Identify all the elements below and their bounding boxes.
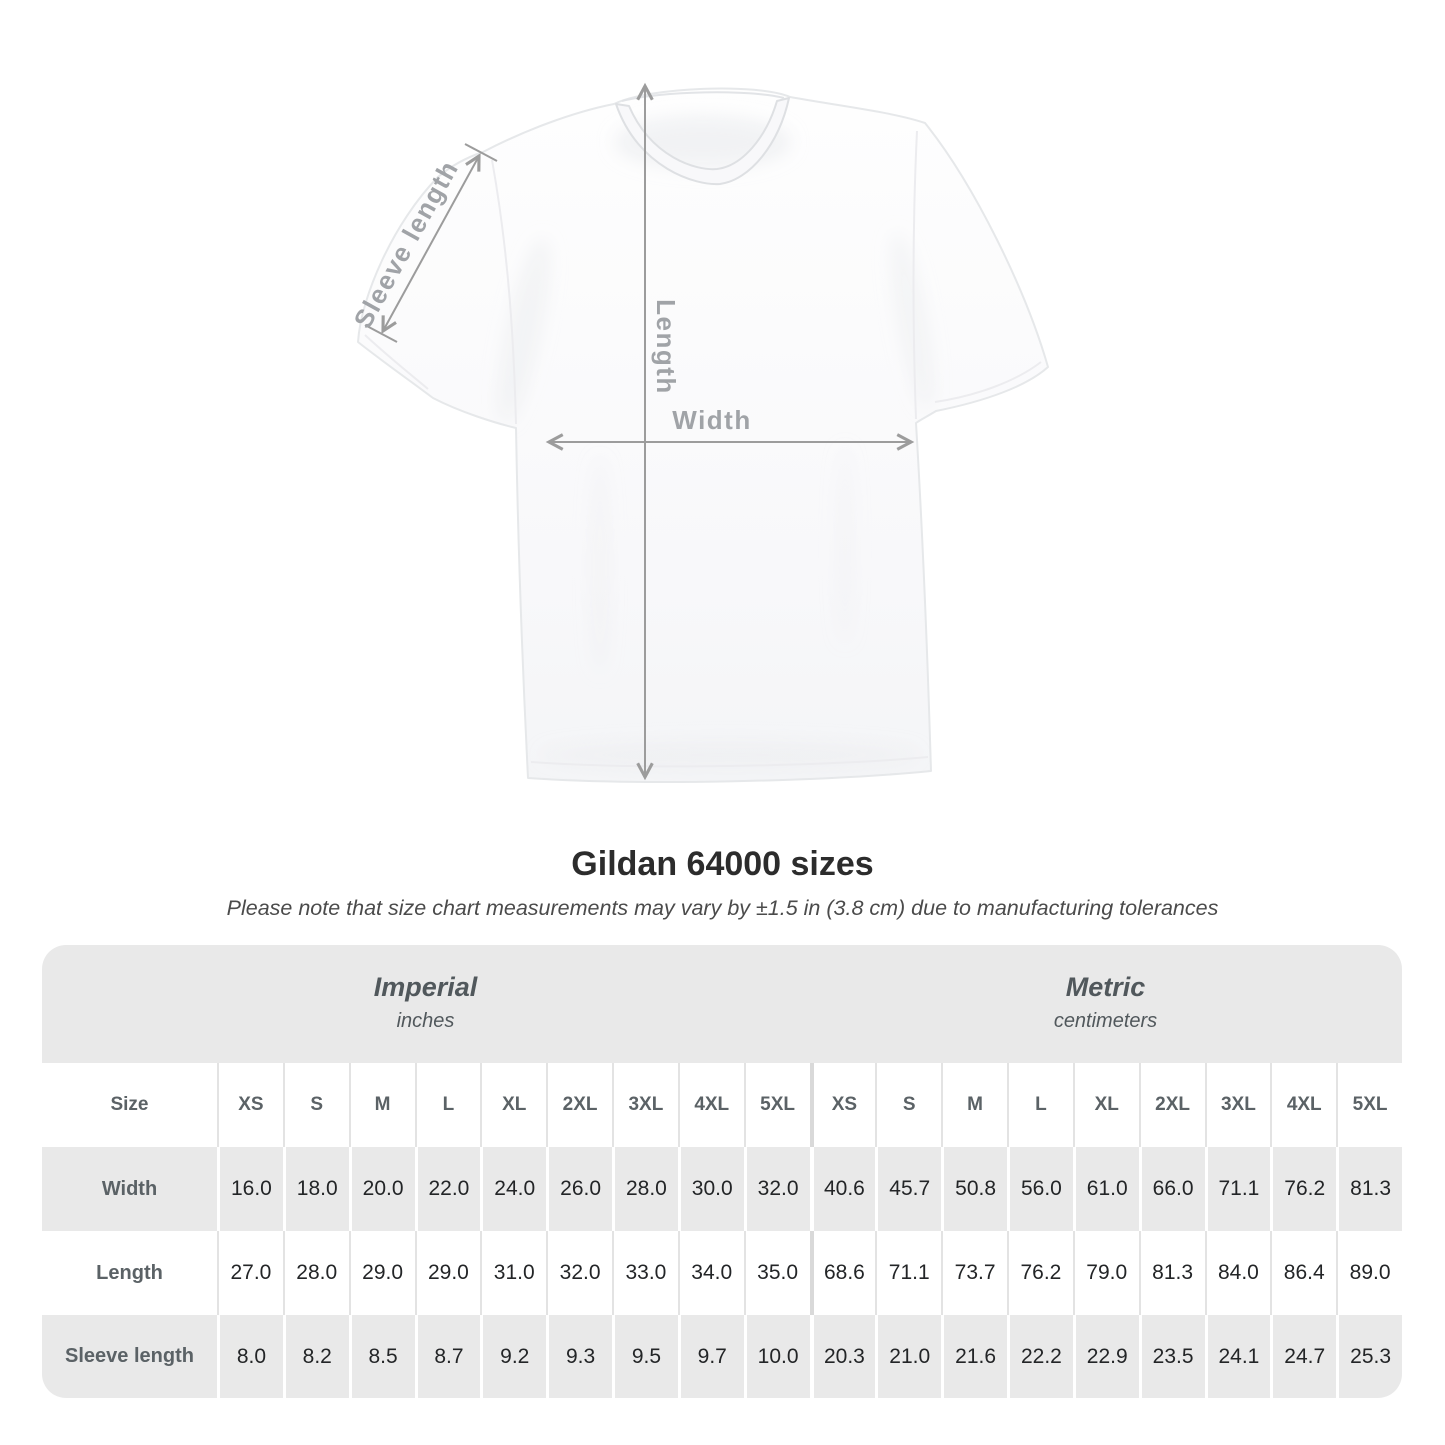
width-imperial-2xl: 26.0 bbox=[546, 1147, 612, 1231]
sleeve-metric-m: 21.6 bbox=[941, 1315, 1007, 1398]
size-header-metric-2xl: 2XL bbox=[1139, 1063, 1205, 1147]
sleeve-imperial-xl: 9.2 bbox=[480, 1315, 546, 1398]
length-metric-xs: 68.6 bbox=[810, 1231, 876, 1315]
row-label-sleeve-length: Sleeve length bbox=[65, 1345, 194, 1367]
metric-unit-label: centimeters bbox=[1053, 1009, 1158, 1032]
sleeve-imperial-3xl: 9.5 bbox=[612, 1315, 678, 1398]
row-label-width: Width bbox=[101, 1177, 158, 1200]
length-imperial-4xl: 34.0 bbox=[678, 1231, 744, 1315]
width-imperial-m: 20.0 bbox=[349, 1147, 415, 1231]
length-metric-5xl: 89.0 bbox=[1336, 1231, 1402, 1315]
sleeve-metric-3xl: 24.1 bbox=[1205, 1315, 1271, 1398]
length-label: Length bbox=[651, 299, 681, 395]
size-header-imperial-xs: XS bbox=[217, 1063, 283, 1147]
width-imperial-xs: 16.0 bbox=[217, 1147, 283, 1231]
table-row-sleeve-length bbox=[42, 1315, 1402, 1398]
size-column-header: Size bbox=[110, 1094, 149, 1115]
length-metric-2xl: 81.3 bbox=[1139, 1231, 1205, 1315]
sleeve-metric-xs: 20.3 bbox=[810, 1315, 876, 1398]
length-imperial-xs: 27.0 bbox=[217, 1231, 283, 1315]
length-metric-3xl: 84.0 bbox=[1205, 1231, 1271, 1315]
size-header-metric-xs: XS bbox=[810, 1063, 876, 1147]
width-metric-xs: 40.6 bbox=[810, 1147, 876, 1231]
length-metric-m: 73.7 bbox=[941, 1231, 1007, 1315]
size-header-metric-s: S bbox=[875, 1063, 941, 1147]
width-metric-xl: 61.0 bbox=[1073, 1147, 1139, 1231]
size-header-metric-m: M bbox=[941, 1063, 1007, 1147]
sleeve-imperial-2xl: 9.3 bbox=[546, 1315, 612, 1398]
width-metric-2xl: 66.0 bbox=[1139, 1147, 1205, 1231]
table-row-width bbox=[42, 1147, 1402, 1231]
size-header-metric-4xl: 4XL bbox=[1270, 1063, 1336, 1147]
length-metric-l: 76.2 bbox=[1007, 1231, 1073, 1315]
size-header-imperial-l: L bbox=[415, 1063, 481, 1147]
sleeve-imperial-l: 8.7 bbox=[415, 1315, 481, 1398]
length-metric-xl: 79.0 bbox=[1073, 1231, 1139, 1315]
width-metric-l: 56.0 bbox=[1007, 1147, 1073, 1231]
length-imperial-s: 28.0 bbox=[283, 1231, 349, 1315]
sleeve-metric-5xl: 25.3 bbox=[1336, 1315, 1402, 1398]
sleeve-length-label: Sleeve length bbox=[347, 154, 465, 334]
size-header-imperial-3xl: 3XL bbox=[612, 1063, 678, 1147]
length-imperial-xl: 31.0 bbox=[480, 1231, 546, 1315]
width-metric-m: 50.8 bbox=[941, 1147, 1007, 1231]
size-header-imperial-5xl: 5XL bbox=[744, 1063, 810, 1147]
page-title: Gildan 64000 sizes bbox=[571, 845, 874, 883]
width-label: Width bbox=[672, 405, 752, 435]
length-imperial-3xl: 33.0 bbox=[612, 1231, 678, 1315]
size-header-imperial-2xl: 2XL bbox=[546, 1063, 612, 1147]
metric-label: Metric bbox=[1065, 971, 1146, 1002]
length-imperial-l: 29.0 bbox=[415, 1231, 481, 1315]
size-header-metric-l: L bbox=[1007, 1063, 1073, 1147]
imperial-unit-label: inches bbox=[396, 1009, 455, 1032]
size-header-metric-3xl: 3XL bbox=[1205, 1063, 1271, 1147]
length-imperial-m: 29.0 bbox=[349, 1231, 415, 1315]
tshirt-silhouette bbox=[358, 89, 1048, 782]
sleeve-imperial-s: 8.2 bbox=[283, 1315, 349, 1398]
size-table bbox=[42, 945, 1402, 1398]
size-header-metric-xl: XL bbox=[1073, 1063, 1139, 1147]
size-header-imperial-m: M bbox=[349, 1063, 415, 1147]
unit-group-header-band bbox=[42, 945, 1402, 1063]
length-metric-4xl: 86.4 bbox=[1270, 1231, 1336, 1315]
tolerance-note: Please note that size chart measurements may vary by ±1.5 in (3.8 cm) due to manufacturing tolerances bbox=[226, 896, 1219, 920]
width-metric-3xl: 71.1 bbox=[1205, 1147, 1271, 1231]
size-header-imperial-4xl: 4XL bbox=[678, 1063, 744, 1147]
sleeve-metric-2xl: 23.5 bbox=[1139, 1315, 1205, 1398]
sleeve-imperial-4xl: 9.7 bbox=[678, 1315, 744, 1398]
width-metric-5xl: 81.3 bbox=[1336, 1147, 1402, 1231]
size-header-row bbox=[42, 1063, 1402, 1147]
width-imperial-3xl: 28.0 bbox=[612, 1147, 678, 1231]
width-imperial-l: 22.0 bbox=[415, 1147, 481, 1231]
size-header-imperial-xl: XL bbox=[480, 1063, 546, 1147]
imperial-group-header bbox=[42, 945, 809, 1063]
sleeve-imperial-5xl: 10.0 bbox=[744, 1315, 810, 1398]
length-imperial-2xl: 32.0 bbox=[546, 1231, 612, 1315]
sleeve-imperial-xs: 8.0 bbox=[217, 1315, 283, 1398]
size-header-metric-5xl: 5XL bbox=[1336, 1063, 1402, 1147]
sleeve-imperial-m: 8.5 bbox=[349, 1315, 415, 1398]
length-imperial-5xl: 35.0 bbox=[744, 1231, 810, 1315]
width-metric-s: 45.7 bbox=[875, 1147, 941, 1231]
length-metric-s: 71.1 bbox=[875, 1231, 941, 1315]
width-imperial-xl: 24.0 bbox=[480, 1147, 546, 1231]
sleeve-metric-s: 21.0 bbox=[875, 1315, 941, 1398]
sleeve-metric-xl: 22.9 bbox=[1073, 1315, 1139, 1398]
imperial-label: Imperial bbox=[373, 971, 478, 1002]
width-imperial-4xl: 30.0 bbox=[678, 1147, 744, 1231]
table-row-length bbox=[42, 1231, 1402, 1315]
width-imperial-5xl: 32.0 bbox=[744, 1147, 810, 1231]
width-imperial-s: 18.0 bbox=[283, 1147, 349, 1231]
metric-group-header bbox=[809, 945, 1402, 1063]
sleeve-metric-4xl: 24.7 bbox=[1270, 1315, 1336, 1398]
row-label-length: Length bbox=[96, 1261, 163, 1284]
width-metric-4xl: 76.2 bbox=[1270, 1147, 1336, 1231]
size-header-imperial-s: S bbox=[283, 1063, 349, 1147]
sleeve-metric-l: 22.2 bbox=[1007, 1315, 1073, 1398]
